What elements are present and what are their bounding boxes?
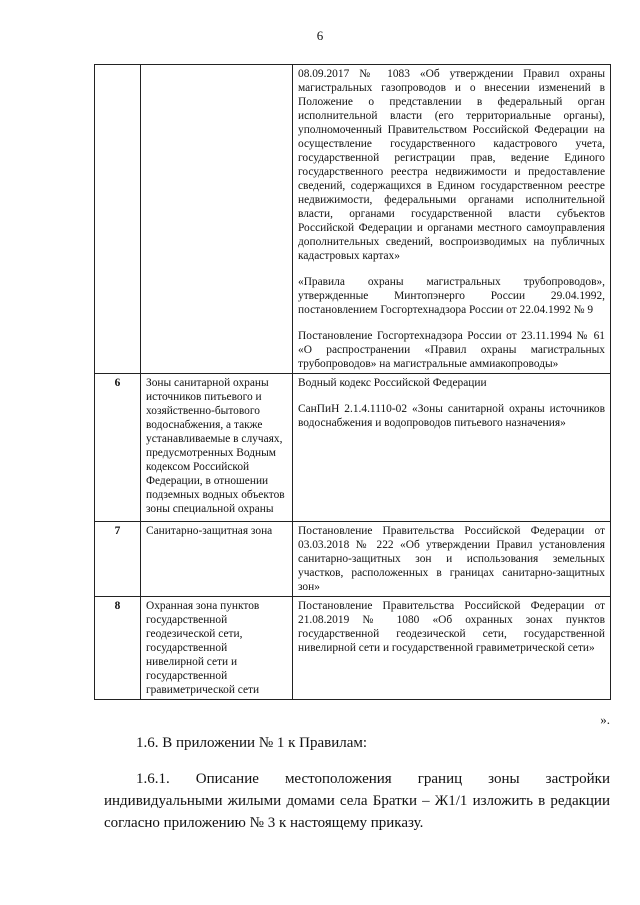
table-row: [95, 374, 611, 522]
legal-doc: СанПиН 2.1.4.1110-02 «Зоны санитарной охраны источников водоснабжения и водопроводов питьевого назначения»: [298, 403, 605, 429]
zone-name: Охранная зона пунктов государственной геодезической сети, государственной нивелирной сети и государственной гравиметрической сети: [141, 597, 293, 700]
page-number: 6: [316, 28, 324, 43]
section-1-6-1: 1.6.1. Описание местоположения границ зоны застройки индивидуальными жилыми домами села Братки – Ж1/1 изложить в редакции согласно приложению № 3 к настоящему приказу.: [104, 771, 610, 831]
legal-doc: 08.09.2017 № 1083 «Об утверждении Правил охраны магистральных газопроводов и о внесении изменений в Положение о представлении в федеральный орган исполнительной власти (его территориальные органы), уполномоченный Правительством Российской Федерации на осуществление государственного кадастрового учета, государственной регистрации прав, ведение Единого государственного реестра недвижимости и предоставление сведений, содержащихся в Едином государственном реестре недвижимости, федеральными органами исполнительной власти, органами государственной власти субъектов Российской Федерации и органами местного самоуправления дополнительных сведений, воспроизводимых на публичных кадастровых картах»: [298, 68, 605, 262]
legal-docs-cell: [293, 522, 611, 597]
legal-docs-cell: [293, 374, 611, 522]
row-number: 8: [95, 597, 141, 700]
section-1-6: 1.6. В приложении № 1 к Правилам:: [136, 735, 368, 751]
legal-doc: Постановление Правительства Российской Федерации от 03.03.2018 № 222 «Об утверждении Правил установления санитарно-защитных зон и использования земельных участков, расположенных в границах санитарно-защитных зон»: [298, 525, 605, 593]
zone-name: Санитарно-защитная зона: [141, 522, 293, 597]
legal-doc: Постановление Госгортехнадзора России от 23.11.1994 № 61 «О распространении «Правил охраны магистральных трубопроводов» на магистральные аммиакопроводы»: [298, 330, 605, 370]
closing-quote: ».: [600, 712, 610, 727]
legal-doc: «Правила охраны магистральных трубопроводов», утвержденные Минтопэнерго России 29.04.1992, постановлением Госгортехнадзора России от 22.04.1992 № 9: [298, 276, 605, 316]
table-row: [95, 597, 611, 700]
zones-table: [94, 64, 611, 700]
table-row: [95, 522, 611, 597]
legal-doc: Водный кодекс Российской Федерации: [298, 377, 487, 389]
row-number: 7: [95, 522, 141, 597]
zone-name: Зоны санитарной охраны источников питьевого и хозяйственно-бытового водоснабжения, а также устанавливаемые в случаях, предусмотренных Водным кодексом Российской Федерации, в отношении подземных водных объектов зоны специальной охраны: [141, 374, 293, 522]
legal-docs-cell: [293, 597, 611, 700]
table-row: [95, 65, 611, 374]
legal-doc: Постановление Правительства Российской Федерации от 21.08.2019 № 1080 «Об охранных зонах пунктов государственной геодезической сети, государственной нивелирной сети и государственной гравиметрической сети»: [298, 600, 605, 654]
zone-name: [141, 65, 293, 374]
row-number: 6: [95, 374, 141, 522]
row-number: [95, 65, 141, 374]
legal-docs-cell: [293, 65, 611, 374]
